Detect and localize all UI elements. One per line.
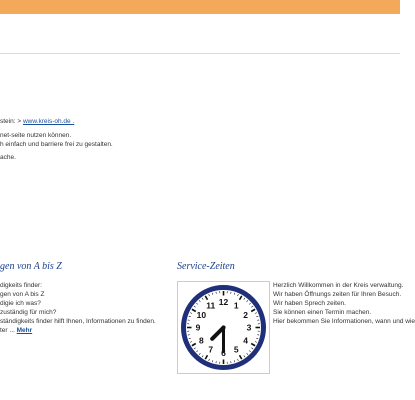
clock-number: 8 (199, 335, 204, 346)
intro-line-2: net-seite nutzen können. (0, 131, 72, 139)
clock-number: 2 (243, 309, 248, 320)
intro-text (0, 118, 400, 163)
more-link[interactable]: Mehr (16, 327, 33, 334)
clock-number: 10 (196, 309, 207, 320)
a-z-more-line (0, 326, 156, 335)
clock-number: 1 (233, 300, 239, 311)
service-text (273, 281, 415, 326)
clock-number: 12 (218, 297, 229, 307)
intro-line-1-prefix: stein: > (0, 118, 22, 125)
service-line: Wir haben Öffnungs zeiten für Ihren Besuch. (273, 291, 402, 298)
service-line: Sie können einen Termin machen. (273, 309, 372, 316)
clock-number: 6 (221, 348, 226, 358)
clock-number: 9 (195, 322, 201, 333)
clock-number: 4 (243, 335, 248, 346)
clock-image (177, 281, 270, 374)
clock-number: 3 (246, 322, 252, 333)
a-z-section-text (0, 281, 156, 335)
a-z-line: digkeits finder: (0, 282, 42, 289)
intro-line-3: h einfach und barriere frei zu gestalten. (0, 140, 113, 148)
clock-icon (178, 282, 269, 373)
a-z-more-prefix: ter ... (0, 327, 15, 334)
header-divider (0, 53, 400, 54)
a-z-line: zuständig für mich? (0, 309, 57, 316)
a-z-line: gen von A bis Z (0, 291, 45, 298)
clock-number: 11 (206, 300, 216, 311)
clock-center (222, 326, 226, 330)
clock-number: 5 (233, 344, 239, 355)
service-section-title: Service-Zeiten (177, 261, 235, 272)
top-banner (0, 0, 400, 14)
a-z-line: digie ich was? (0, 300, 41, 307)
intro-line-1 (0, 118, 400, 127)
service-line: Wir haben Sprech zeiten. (273, 300, 346, 307)
a-z-section-title: gen von A bis Z (0, 261, 62, 272)
service-line: Hier bekommen Sie Informationen, wann und wie (273, 318, 415, 325)
service-line: Herzlich Willkommen in der Kreis verwaltung. (273, 282, 404, 289)
kreis-website-link[interactable]: www.kreis-oh.de . (22, 118, 75, 125)
clock-number: 7 (208, 344, 214, 355)
a-z-line: ständigkeits finder hilft Ihnen, Informationen zu finden. (0, 318, 156, 325)
intro-line-4: ache. (0, 154, 16, 162)
